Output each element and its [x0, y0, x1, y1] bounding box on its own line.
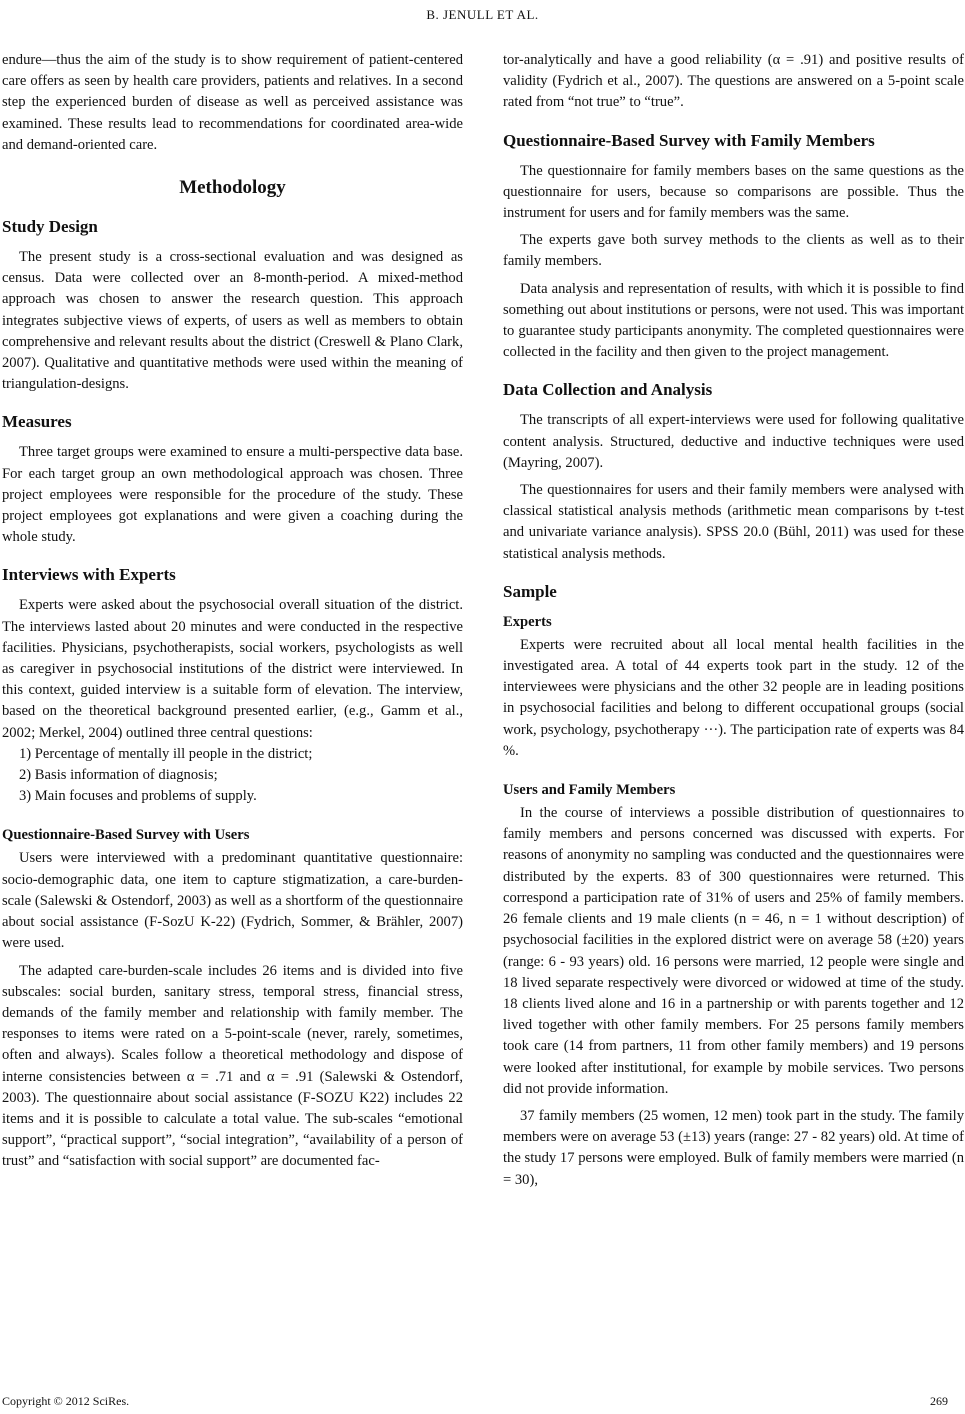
users-family-heading: Users and Family Members: [503, 782, 676, 799]
survey-users-paragraph-2: The adapted care-burden-scale includes 26 items and is divided into five subscales: social burden, sanitary stress, temporal stress, financial stress, demands of the family member and relationship with family member. The responses to items were rated on a 5-point-scale (never, rarely, sometimes, often and always). Scales follow a theoretical methodology and dispose of interne consistencies between α = .71 and α = .91 (Salewski & Ostendorf, 2003). The questionnaire about social assistance (F-SOZU K22) includes 22 items and it is possible to calculate a total value. The sub-scales “emotional support”, “practical support”, “social integration”, “availability of a person of trust” and “satisfaction with social support” are documented fac-: [2, 962, 463, 1170]
experts-paragraph: Experts were recruited about all local mental health facilities in the investigated area. A total of 44 experts took part in the study. 12 of the interviewees were physicians and the other 32 people are in leading positions in psychosocial facilities and belong to different occupational groups (social work, psychology, psychotherapy ···). The participation rate of experts was 84 %.: [503, 636, 964, 759]
page-number: 269: [930, 1394, 948, 1408]
survey-family-heading: Questionnaire-Based Survey with Family Members: [503, 130, 875, 150]
study-design-paragraph: The present study is a cross-sectional evaluation and was designed as census. Data were collected over an 8-month-period. A mixed-method approach was chosen to answer the research question. This approach integrates subjective views of experts, of users as well as members to obtain comprehensive and relevant results about the district (Creswell & Plano Clark, 2007). Qualitative and quantitative methods were used within the meaning of triangulation-designs.: [2, 249, 463, 393]
list-item: 3) Main focuses and problems of supply.: [19, 788, 257, 805]
users-family-paragraph-2: 37 family members (25 women, 12 men) took part in the study. The family members were on average 53 (±13) years (range: 27 - 82 years) old. At time of the study 17 persons were employed. Bulk of family members were married (n = 30),: [503, 1107, 964, 1188]
data-collection-paragraph-1: The transcripts of all expert-interviews were used for following qualitative content analysis. Structured, deductive and inductive techniques were used (Mayring, 2007).: [503, 412, 964, 471]
continued-paragraph: tor-analytically and have a good reliability (α = .91) and positive results of validity (Fydrich et al., 2007). The questions are answered on a 5-point scale rated from “not true” to “true”.: [503, 52, 964, 111]
survey-family-paragraph-1: The questionnaire for family members bases on the same questions as the questionnaire for users, because so comparisons are possible. Thus the instrument for users and for family members was the same.: [503, 162, 964, 222]
measures-heading: Measures: [2, 412, 72, 432]
copyright-footer: Copyright © 2012 SciRes.: [2, 1394, 130, 1408]
survey-users-heading: Questionnaire-Based Survey with Users: [2, 827, 250, 844]
right-column: [503, 50, 964, 1191]
running-head: B. JENULL ET AL.: [426, 7, 539, 22]
survey-users-paragraph-1: Users were interviewed with a predominant quantitative questionnaire: socio-demographic data, one item to capture stigmatization, a care-burden-scale (Salewski & Ostendorf, 2003) as well as a shortform of the questionnaire about social assistance (F-SozU K-22) (Fydrich, Sommer, & Brähler, 2007) were used.: [2, 850, 463, 952]
methodology-heading: Methodology: [179, 177, 286, 199]
interview-questions-list: [2, 744, 463, 808]
left-column: [2, 50, 463, 1173]
list-item: 1) Percentage of mentally ill people in the district;: [19, 745, 313, 762]
data-collection-heading: Data Collection and Analysis: [503, 380, 713, 400]
survey-family-paragraph-3: Data analysis and representation of results, with which it is possible to find something out about institutions or persons, were not used. This was important to guarantee study participants anonymity. The completed questionnaires were collected in the facility and then given to the project management.: [503, 280, 964, 361]
users-family-paragraph-1: In the course of interviews a possible distribution of questionnaires to family members and persons concerned was discussed with experts. For reasons of anonymity no sampling was conducted and the questionnaires were distributed by the experts. 83 of 300 questionnaires were returned. This correspond a participation rate of 31% of users and 25% of family members. 26 female clients and 19 male clients (n = 46, n = 1 without description) of psychosocial facilities in the explored district were on average 58 (±20) years (range: 6 - 93 years) old. 16 persons were married, 12 people were single and 18 lived separate respectively were divorced or widowed at time of the study. 18 clients lived alone and 16 in a partnership or with parents together and 12 lived together with other family members. For 25 persons family members took care (14 from partners, 11 from other family members) and 19 persons were looked after institutional, for example by mobile services. Two persons did not provide information.: [503, 805, 964, 1097]
measures-paragraph: Three target groups were examined to ensure a multi-perspective data base. For each target group an own methodological approach was chosen. Three project employees were responsible for the procedure of the study. These project employees got explanations and were given a coaching during the whole study.: [2, 444, 463, 546]
interviews-heading: Interviews with Experts: [2, 565, 176, 585]
data-collection-paragraph-2: The questionnaires for users and their family members were analysed with classical statistical analysis methods (arithmetic mean comparisons by t-test and univariate variance analysis). SPSS 20.0 (Bühl, 2011) was used for these statistical analysis methods.: [503, 482, 964, 562]
experts-heading: Experts: [503, 613, 552, 630]
sample-heading: Sample: [503, 581, 557, 601]
study-design-heading: Study Design: [2, 217, 98, 237]
list-item: 2) Basis information of diagnosis;: [19, 767, 218, 784]
interviews-paragraph: Experts were asked about the psychosocial overall situation of the district. The interviews lasted about 20 minutes and were conducted in the respective facilities. Physicians, psychotherapists, social workers, psychologists as well as caregiver in psychosocial institutions of the district were interviewed. In this context, guided interview is a suitable form of elevation. The interview, based on the theoretical background presented earlier, (e.g., Gamm et al., 2002; Merkel, 2004) outlined three central questions:: [2, 597, 463, 741]
survey-family-paragraph-2: The experts gave both survey methods to the clients as well as to their family members.: [503, 232, 964, 270]
intro-paragraph: endure—thus the aim of the study is to show requirement of patient-centered care offers as seen by health care providers, patients and relatives. In a second step the experienced burden of disease as well as perceived assistance was examined. These results lead to recommendations for coordinated area-wide and demand-oriented care.: [2, 52, 463, 153]
